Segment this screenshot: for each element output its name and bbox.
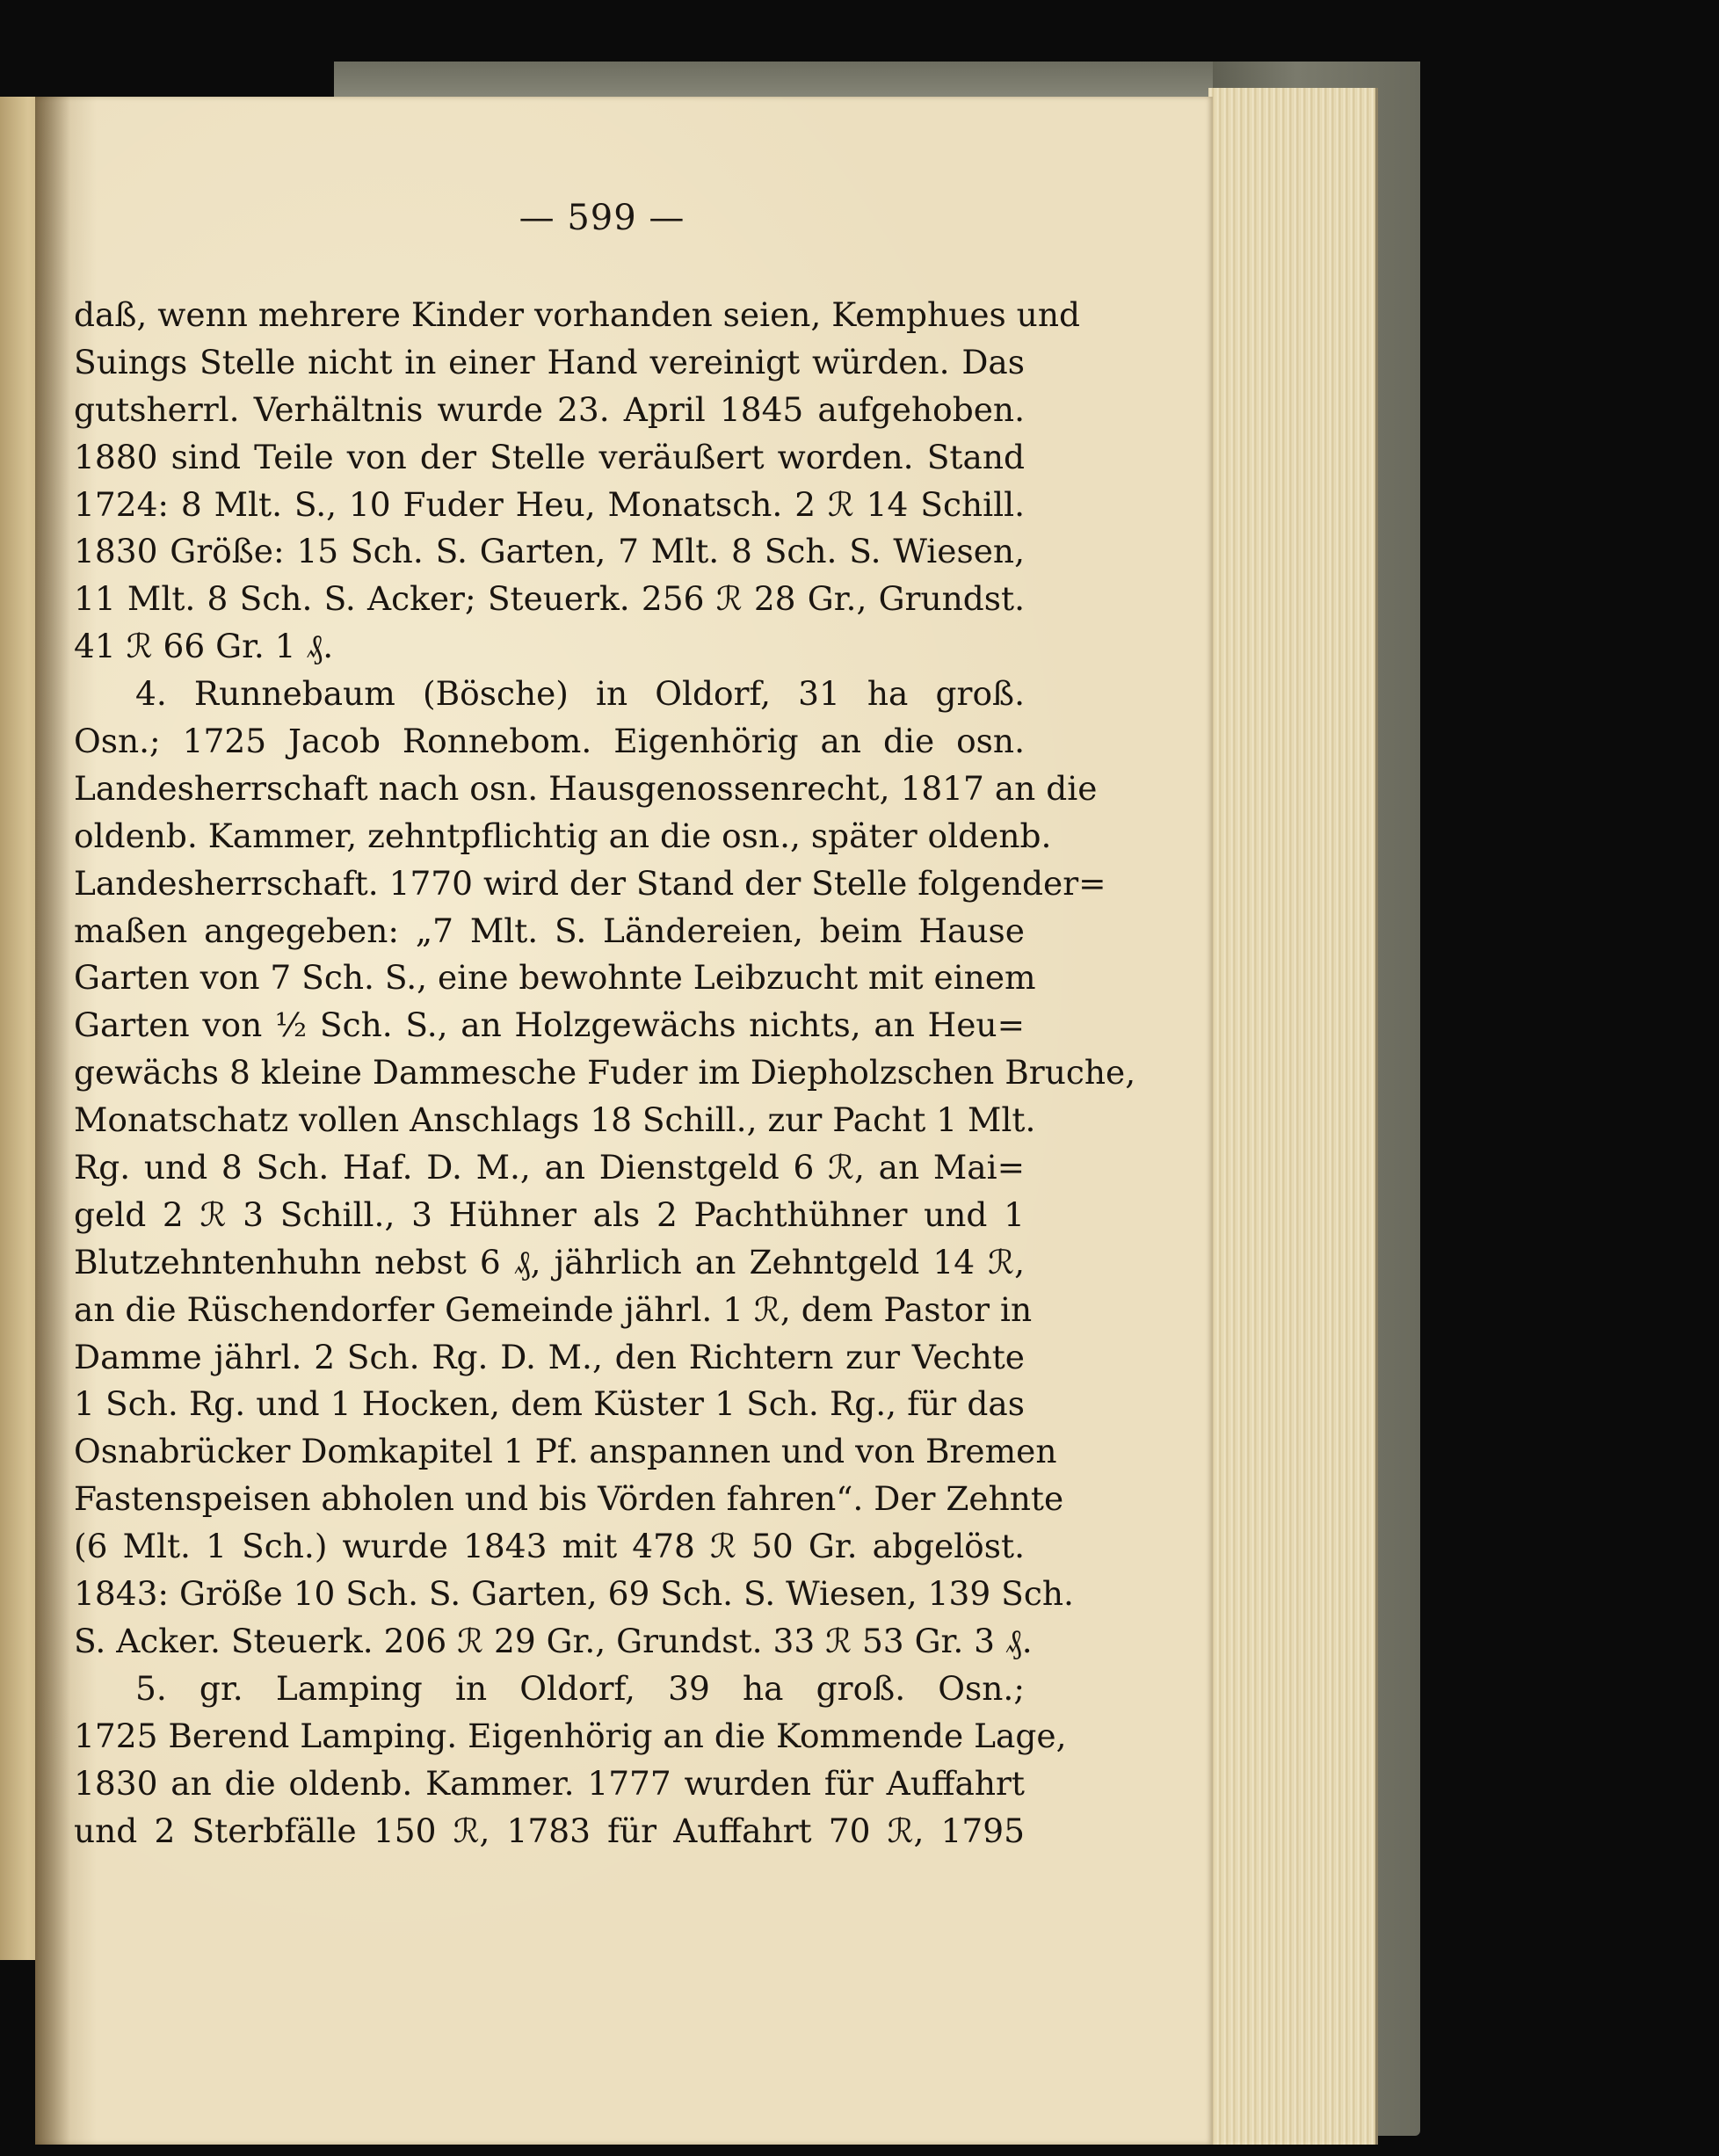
text-line: daß, wenn mehrere Kinder vorhanden seien, Kemphues und: [74, 295, 1080, 334]
text-line: oldenb. Kammer, zehntpflichtig an die osn., später oldenb.: [74, 816, 1052, 855]
text-line: 1843: Größe 10 Sch. S. Garten, 69 Sch. S. Wiesen, 139 Sch.: [74, 1574, 1074, 1614]
page-text-block: [74, 292, 1136, 1855]
text-line: und 2 Sterbfälle 150 ℛ, 1783 für Auffahrt 70 ℛ, 1795: [74, 1811, 1025, 1850]
text-line: 1830 an die oldenb. Kammer. 1777 wurden für Auffahrt: [74, 1763, 1025, 1803]
text-line: 41 ℛ 66 Gr. 1 ₰.: [74, 627, 334, 666]
text-line: 5. gr. Lamping in Oldorf, 39 ha groß. Osn.;: [135, 1668, 1025, 1708]
text-line: 1725 Berend Lamping. Eigenhörig an die Kommende Lage,: [74, 1716, 1067, 1755]
text-line: geld 2 ℛ 3 Schill., 3 Hühner als 2 Pachthühner und 1: [74, 1194, 1025, 1234]
text-line: Monatschatz vollen Anschlags 18 Schill., zur Pacht 1 Mlt.: [74, 1100, 1036, 1140]
text-line: 1830 Größe: 15 Sch. S. Garten, 7 Mlt. 8 Sch. S. Wiesen,: [74, 532, 1025, 571]
text-line: Osn.; 1725 Jacob Ronnebom. Eigenhörig an die osn.: [74, 722, 1025, 761]
text-line: Garten von 7 Sch. S., eine bewohnte Leibzucht mit einem: [74, 958, 1036, 998]
text-line: Suings Stelle nicht in einer Hand vereinigt würden. Das: [74, 342, 1025, 381]
text-line: Landesherrschaft nach osn. Hausgenossenrecht, 1817 an die: [74, 768, 1098, 808]
text-line: Blutzehntenhuhn nebst 6 ₰, jährlich an Zehntgeld 14 ℛ,: [74, 1242, 1025, 1281]
text-line: 4. Runnebaum (Bösche) in Oldorf, 31 ha groß.: [135, 674, 1025, 714]
text-line: Landesherrschaft. 1770 wird der Stand der Stelle folgender=: [74, 863, 1106, 903]
text-line: gewächs 8 kleine Dammesche Fuder im Diepholzschen Bruche,: [74, 1053, 1136, 1093]
text-line: Rg. und 8 Sch. Haf. D. M., an Dienstgeld 6 ℛ, an Mai=: [74, 1148, 1025, 1187]
text-line: an die Rüschendorfer Gemeinde jährl. 1 ℛ, dem Pastor in: [74, 1289, 1033, 1329]
spine-shadow: [35, 97, 70, 2145]
text-line: (6 Mlt. 1 Sch.) wurde 1843 mit 478 ℛ 50 Gr. abgelöst.: [74, 1527, 1025, 1566]
text-line: 1 Sch. Rg. und 1 Hocken, dem Küster 1 Sch. Rg., für das: [74, 1384, 1025, 1424]
text-line: 11 Mlt. 8 Sch. S. Acker; Steuerk. 256 ℛ 28 Gr., Grundst.: [74, 579, 1025, 619]
text-line: 1724: 8 Mlt. S., 10 Fuder Heu, Monatsch. 2 ℛ 14 Schill.: [74, 484, 1025, 524]
text-line: Garten von ½ Sch. S., an Holzgewächs nichts, an Heu=: [74, 1005, 1025, 1045]
text-line: Osnabrücker Domkapitel 1 Pf. anspannen und von Bremen: [74, 1432, 1057, 1471]
page-number: — 599 —: [519, 198, 685, 238]
text-line: gutsherrl. Verhältnis wurde 23. April 1845 aufgehoben.: [74, 389, 1025, 429]
text-line: Fastenspeisen abholen und bis Vörden fahren“. Der Zehnte: [74, 1479, 1064, 1519]
text-line: S. Acker. Steuerk. 206 ℛ 29 Gr., Grundst. 33 ℛ 53 Gr. 3 ₰.: [74, 1621, 1033, 1660]
page-edges-stack: [1208, 88, 1378, 2145]
text-line: maßen angegeben: „7 Mlt. S. Ländereien, beim Hause: [74, 911, 1025, 950]
text-line: Damme jährl. 2 Sch. Rg. D. M., den Richtern zur Vechte: [74, 1337, 1025, 1376]
text-line: 1880 sind Teile von der Stelle veräußert worden. Stand: [74, 437, 1025, 476]
